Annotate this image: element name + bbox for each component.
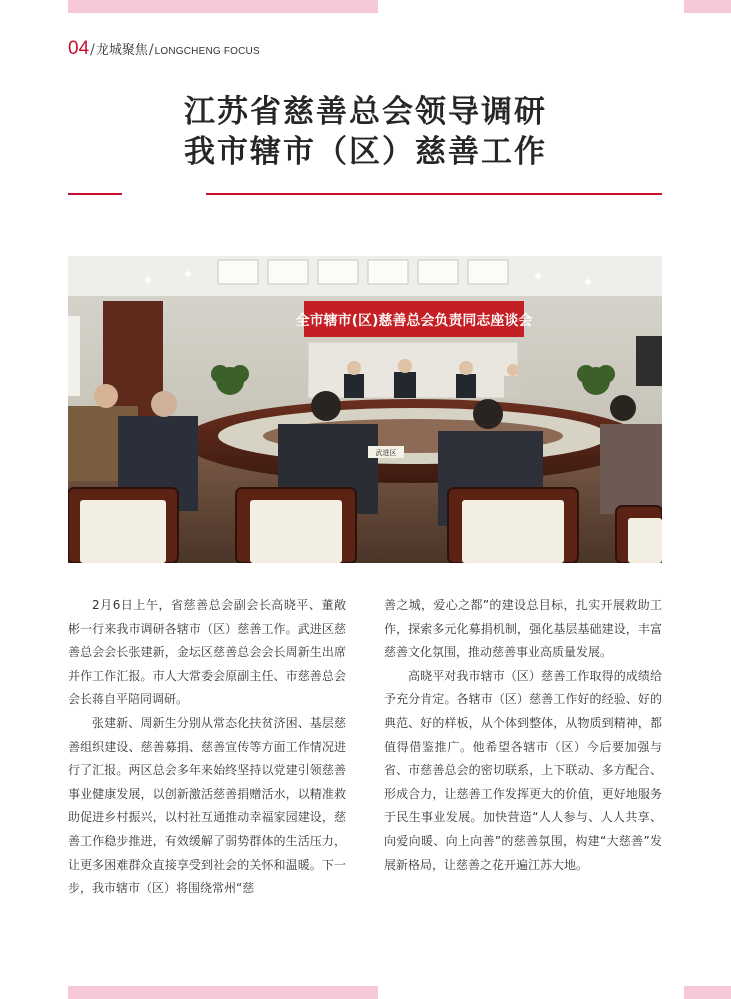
meeting-banner: 全市辖市(区)慈善总会负责同志座谈会 bbox=[295, 313, 533, 329]
bottom-decor-band bbox=[68, 986, 378, 999]
section-title-cn: 龙城聚焦 bbox=[95, 43, 148, 58]
title-line-2: 我市辖市（区）慈善工作 bbox=[184, 134, 547, 170]
title-rule-left bbox=[68, 193, 122, 195]
section-title-en: LONGCHENG FOCUS bbox=[154, 46, 260, 57]
article-body-left-column bbox=[68, 594, 346, 901]
body-paragraph: 善之城，爱心之都”的建设总目标，扎实开展救助工作，探索多元化募捐机制，强化基层基础建设，丰富慈善文化氛围，推动慈善事业高质量发展。 bbox=[384, 598, 662, 660]
top-decor-band bbox=[68, 0, 378, 13]
running-header bbox=[68, 38, 260, 62]
separator-slash: / bbox=[90, 42, 95, 58]
body-paragraph: 2月6日上午，省慈善总会副会长高晓平、董敞彬一行来我市调研各辖市（区）慈善工作。武进区慈善总会会长张建新，金坛区慈善总会会长周新生出席并作工作汇报。市人大常委会原副主任、市慈善总会会长蒋自平陪同调研。 bbox=[68, 598, 346, 707]
article-body-right-column bbox=[384, 594, 662, 877]
article-title bbox=[0, 92, 731, 172]
separator-slash: / bbox=[148, 42, 154, 58]
body-paragraph: 张建新、周新生分别从常态化扶贫济困、基层慈善组织建设、慈善募捐、慈善宣传等方面工作情况进行了汇报。两区总会多年来始终坚持以党建引领慈善事业健康发展，以创新激活慈善捐赠活水，以精准救助促进乡村振兴，以村社互通推动幸福家园建设，慈善工作稳步推进，有效缓解了弱势群体的生活压力，让更多困难群众直接享受到社会的关怀和温暖。下一步，我市辖市（区）将围绕常州“慈 bbox=[68, 715, 346, 896]
body-paragraph: 高晓平对我市辖市（区）慈善工作取得的成绩给予充分肯定。各辖市（区）慈善工作好的经验、好的典范、好的样板，从个体到整体，从物质到精神，都值得借鉴推广。他希望各辖市（区）今后要加强与省、市慈善总会的密切联系，上下联动、多方配合、形成合力，让慈善工作发挥更大的价值，更好地服务于民生事业发展。加快营造“人人参与、人人共享、向爱向暖、向上向善”的慈善氛围，构建“大慈善”发展新格局，让慈善之花开遍江苏大地。 bbox=[384, 668, 662, 872]
nameplate: 武进区 bbox=[375, 449, 397, 457]
page-number: 04 bbox=[68, 38, 90, 59]
bottom-decor-band-right bbox=[684, 986, 731, 999]
title-line-1: 江苏省慈善总会领导调研 bbox=[184, 94, 547, 130]
meeting-photo bbox=[68, 256, 662, 563]
title-rule-right bbox=[206, 193, 662, 195]
top-decor-band-right bbox=[684, 0, 731, 13]
